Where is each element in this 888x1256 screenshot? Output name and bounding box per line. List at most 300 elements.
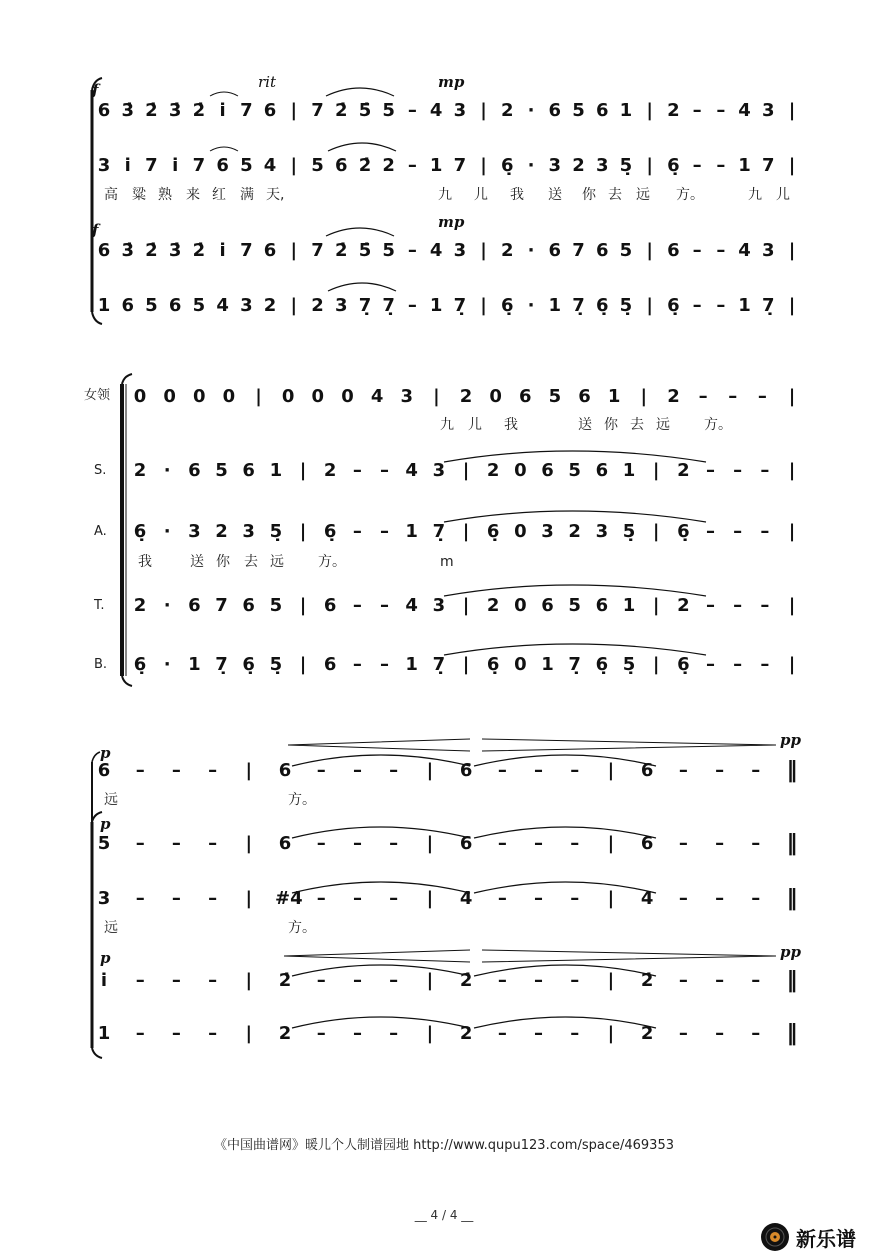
note: 5̣ xyxy=(619,155,633,176)
note: 1 xyxy=(622,595,636,616)
lyric-syllable: 我 xyxy=(138,554,152,570)
note: 4 xyxy=(263,155,277,176)
lyric-syllable: 你 xyxy=(582,187,596,203)
note: · xyxy=(163,654,171,675)
barline: | xyxy=(480,240,487,261)
barline: | xyxy=(462,654,470,675)
lyric-syllable: 远 xyxy=(636,187,650,203)
barline: | xyxy=(788,521,796,542)
note: – xyxy=(171,888,181,909)
lyric-syllable: 天, xyxy=(266,187,285,203)
note: 5 xyxy=(548,386,562,407)
note: 4 xyxy=(216,295,229,316)
note: 5 xyxy=(192,295,206,316)
note: 5̣ xyxy=(269,521,283,542)
note: 6 xyxy=(548,100,562,121)
note: – xyxy=(570,888,580,909)
note: – xyxy=(389,970,399,991)
note: – xyxy=(751,1023,761,1044)
lyric-syllable: 送 xyxy=(578,417,592,433)
note: i xyxy=(100,970,108,991)
note: – xyxy=(352,654,362,675)
lyric-syllable: 儿 xyxy=(468,417,482,433)
note: – xyxy=(171,760,181,781)
barline: | xyxy=(646,295,653,316)
note: 6 xyxy=(188,460,201,481)
note: – xyxy=(316,1023,326,1044)
part-label: S. xyxy=(94,463,107,478)
note: 7̣ xyxy=(568,654,581,675)
note: 2 xyxy=(133,595,147,616)
note: 2 xyxy=(215,521,228,542)
note: 3 xyxy=(188,521,201,542)
barline: | xyxy=(290,100,298,121)
note: 2 xyxy=(667,100,680,121)
lyric-syllable: 去 xyxy=(244,554,258,570)
note: 3 xyxy=(242,521,255,542)
dynamic-mark: mp xyxy=(438,213,465,231)
barline: | xyxy=(462,521,470,542)
note: 7 xyxy=(572,240,585,261)
barline: ‖ xyxy=(786,1021,798,1046)
note: 6̣ xyxy=(677,521,690,542)
note: 3̇ xyxy=(121,100,134,121)
note: 6̣ xyxy=(667,295,680,316)
note: – xyxy=(316,888,326,909)
note: 3 xyxy=(240,295,253,316)
note: – xyxy=(135,833,145,854)
note: 6 xyxy=(188,595,201,616)
note: 5̣ xyxy=(622,654,636,675)
note: – xyxy=(389,833,399,854)
note: 7̣ xyxy=(572,295,585,316)
lyric-syllable: 来 xyxy=(186,187,200,203)
note: 6̣ xyxy=(486,654,500,675)
note: 7̣ xyxy=(432,521,446,542)
note: 6 xyxy=(459,833,473,854)
note: 7 xyxy=(145,155,158,176)
barline: | xyxy=(646,240,653,261)
barline: | xyxy=(480,155,487,176)
lyric-syllable: 你 xyxy=(604,417,618,433)
note: 5̇ xyxy=(358,100,372,121)
note: · xyxy=(527,100,535,121)
note: 1 xyxy=(188,654,201,675)
note: 2̇ xyxy=(145,100,158,121)
note: 5̣ xyxy=(269,654,283,675)
note: 6 xyxy=(216,155,229,176)
note: 0 xyxy=(514,460,527,481)
note: – xyxy=(407,240,417,261)
note: – xyxy=(760,595,770,616)
note: 5̣ xyxy=(619,295,633,316)
vinyl-record-icon xyxy=(760,1222,790,1252)
barline: | xyxy=(290,155,298,176)
note: – xyxy=(715,1023,725,1044)
note: · xyxy=(527,155,535,176)
note: 7̣ xyxy=(382,295,395,316)
note: – xyxy=(757,386,767,407)
note: – xyxy=(208,760,218,781)
note: – xyxy=(751,970,761,991)
note: 4 xyxy=(429,240,443,261)
note: 0 xyxy=(341,386,354,407)
note: 1 xyxy=(429,295,443,316)
barline: | xyxy=(426,760,434,781)
note: – xyxy=(208,970,218,991)
note: 2̇ xyxy=(145,240,158,261)
note: 3 xyxy=(548,155,562,176)
note: 2̇ xyxy=(459,970,473,991)
note: – xyxy=(716,100,726,121)
note: 6 xyxy=(263,240,277,261)
note: 1 xyxy=(607,386,621,407)
barline: | xyxy=(426,833,434,854)
note: 2 xyxy=(677,595,690,616)
note: 2 xyxy=(486,460,500,481)
part-label: T. xyxy=(94,598,105,613)
lyric-syllable: 我 xyxy=(504,417,518,433)
note: – xyxy=(751,760,761,781)
lyric-syllable: 满 xyxy=(240,187,254,203)
note: 2 xyxy=(263,295,277,316)
note: 7 xyxy=(240,100,253,121)
note: 2̇ xyxy=(192,240,206,261)
barline: | xyxy=(299,595,307,616)
lyric-syllable: 我 xyxy=(510,187,524,203)
barline: | xyxy=(652,654,660,675)
note: i xyxy=(124,155,131,176)
note: 6̣ xyxy=(677,654,690,675)
note: 7̣ xyxy=(453,295,467,316)
note: – xyxy=(497,1023,507,1044)
note: 7̣ xyxy=(215,654,228,675)
barline: | xyxy=(788,295,796,316)
tempo-mark: rit xyxy=(258,73,276,91)
note: – xyxy=(352,760,362,781)
note: 6 xyxy=(640,833,654,854)
note: · xyxy=(527,295,535,316)
note: – xyxy=(316,760,326,781)
note: 2̇ xyxy=(358,155,372,176)
note: 3 xyxy=(97,888,111,909)
note: 4 xyxy=(370,386,384,407)
dynamic-mark: f xyxy=(92,81,99,99)
note: – xyxy=(352,595,362,616)
note: 3 xyxy=(541,521,554,542)
dynamic-mark: p xyxy=(100,744,111,762)
barline: | xyxy=(652,595,660,616)
note: 7 xyxy=(311,100,324,121)
barline: | xyxy=(290,295,298,316)
note: – xyxy=(692,295,702,316)
note: – xyxy=(678,888,688,909)
note: 6 xyxy=(263,100,277,121)
note: 5 xyxy=(97,833,111,854)
note: 5 xyxy=(311,155,324,176)
note: 3 xyxy=(400,386,413,407)
note: – xyxy=(497,888,507,909)
note: – xyxy=(706,654,715,675)
barline: ‖ xyxy=(786,831,798,856)
note: 6̣ xyxy=(323,521,337,542)
barline: | xyxy=(433,386,440,407)
note: – xyxy=(733,654,743,675)
note: – xyxy=(698,386,708,407)
note: 6̣ xyxy=(595,295,609,316)
note: 3 xyxy=(595,521,609,542)
barline: | xyxy=(255,386,262,407)
source-footer: 《中国曲谱网》暖儿个人制谱园地 http://www.qupu123.com/space/469353 xyxy=(213,1138,674,1153)
barline: ‖ xyxy=(786,968,798,993)
note: 6 xyxy=(548,240,562,261)
note: 6 xyxy=(121,295,134,316)
note: – xyxy=(678,1023,688,1044)
note: 2 xyxy=(459,386,473,407)
note: 6 xyxy=(595,460,609,481)
note: 0 xyxy=(489,386,502,407)
note: · xyxy=(163,460,171,481)
lyric-syllable: 方。 xyxy=(676,187,704,203)
barline: | xyxy=(646,100,653,121)
note: – xyxy=(171,1023,181,1044)
note: – xyxy=(534,833,544,854)
note: – xyxy=(389,760,399,781)
lyric-syllable: 远 xyxy=(656,417,670,433)
note: 6̣ xyxy=(486,521,500,542)
barline: | xyxy=(652,460,660,481)
dynamic-mark: mp xyxy=(438,73,465,91)
note: – xyxy=(733,595,743,616)
note: – xyxy=(715,970,725,991)
note: – xyxy=(389,888,399,909)
note: 5 xyxy=(145,295,158,316)
lyric-syllable: 方。 xyxy=(288,792,316,808)
note: – xyxy=(760,521,770,542)
barline: | xyxy=(245,1023,253,1044)
lyric-syllable: 熟 xyxy=(158,187,172,203)
dynamic-mark: p xyxy=(100,815,111,833)
barline: | xyxy=(607,970,615,991)
note: – xyxy=(352,460,362,481)
lyric-syllable: 远 xyxy=(104,792,118,808)
note: – xyxy=(692,240,702,261)
note: 7 xyxy=(762,155,775,176)
barline: | xyxy=(245,833,253,854)
note: 5 xyxy=(568,460,581,481)
lyric-syllable: 方。 xyxy=(318,554,346,570)
note: 6̣ xyxy=(133,521,147,542)
note: 2 xyxy=(501,100,514,121)
lyric-syllable: 送 xyxy=(548,187,562,203)
note: 2 xyxy=(572,155,585,176)
note: 0 xyxy=(222,386,236,407)
note: 5 xyxy=(568,595,581,616)
note: 1 xyxy=(97,295,111,316)
note: #4 xyxy=(275,888,303,909)
barline: | xyxy=(426,970,434,991)
note: 0 xyxy=(514,521,527,542)
note: – xyxy=(706,521,715,542)
note: – xyxy=(678,760,688,781)
note: 5 xyxy=(215,460,228,481)
barline: | xyxy=(788,386,796,407)
note: 5 xyxy=(619,240,633,261)
note: – xyxy=(678,833,688,854)
barline: | xyxy=(245,760,253,781)
note: 6 xyxy=(519,386,532,407)
note: 6 xyxy=(541,460,554,481)
note: 0 xyxy=(133,386,147,407)
note: i xyxy=(219,100,226,121)
note: 4 xyxy=(405,595,418,616)
note: – xyxy=(534,1023,544,1044)
note: – xyxy=(715,888,725,909)
lyric-syllable: 九 xyxy=(748,187,762,203)
barline: | xyxy=(646,155,653,176)
note: 3̇ xyxy=(168,240,182,261)
note: 7̣ xyxy=(358,295,372,316)
note: – xyxy=(407,295,417,316)
note: 7 xyxy=(192,155,206,176)
note: 3 xyxy=(595,155,609,176)
barline: | xyxy=(788,240,796,261)
note: – xyxy=(534,888,544,909)
note: 5 xyxy=(382,240,395,261)
note: 6 xyxy=(578,386,591,407)
note: – xyxy=(570,760,580,781)
note: 0 xyxy=(163,386,176,407)
note: – xyxy=(497,970,507,991)
note: – xyxy=(716,155,726,176)
note: – xyxy=(678,970,688,991)
note: – xyxy=(733,460,743,481)
note: 4 xyxy=(738,100,751,121)
note: 1 xyxy=(622,460,636,481)
barline: | xyxy=(245,888,253,909)
note: 5̇ xyxy=(358,240,372,261)
note: – xyxy=(733,521,743,542)
note: 3 xyxy=(334,295,348,316)
note: 3 xyxy=(762,240,775,261)
note: 2 xyxy=(486,595,500,616)
note: – xyxy=(316,970,326,991)
note: 3 xyxy=(453,240,467,261)
note: 6 xyxy=(323,595,337,616)
note: – xyxy=(534,970,544,991)
note: 6 xyxy=(278,760,292,781)
note: – xyxy=(692,100,702,121)
lyric-syllable: 高 xyxy=(104,187,118,203)
note: – xyxy=(706,460,715,481)
note: 2 xyxy=(501,240,514,261)
note: 6 xyxy=(595,240,609,261)
note: 6̣ xyxy=(595,654,609,675)
lyric-syllable: 九 xyxy=(438,187,452,203)
lyric-syllable: 送 xyxy=(190,554,204,570)
note: – xyxy=(715,833,725,854)
note: 6 xyxy=(242,460,255,481)
note: 3 xyxy=(432,460,446,481)
note: 6 xyxy=(667,240,680,261)
note: 6̣ xyxy=(667,155,680,176)
note: – xyxy=(352,970,362,991)
barline: | xyxy=(480,295,487,316)
note: 7 xyxy=(240,240,253,261)
lyric-syllable: m xyxy=(440,554,454,570)
lyric-syllable: 远 xyxy=(104,920,118,936)
note: 3 xyxy=(97,155,111,176)
note: – xyxy=(534,760,544,781)
lyric-syllable: 九 xyxy=(440,417,454,433)
note: 3̇ xyxy=(121,240,134,261)
note: – xyxy=(760,460,770,481)
note: 6 xyxy=(242,595,255,616)
lyric-syllable: 粱 xyxy=(132,187,146,203)
note: 6 xyxy=(323,654,337,675)
lyric-syllable: 去 xyxy=(630,417,644,433)
note: – xyxy=(570,1023,580,1044)
note: 2 xyxy=(278,1023,292,1044)
note: – xyxy=(171,833,181,854)
barline: | xyxy=(426,888,434,909)
note: 2 xyxy=(311,295,324,316)
note: · xyxy=(163,595,171,616)
note: 5 xyxy=(572,100,585,121)
note: 6 xyxy=(459,760,473,781)
note: 0 xyxy=(311,386,325,407)
note: 6 xyxy=(97,240,111,261)
note: 5 xyxy=(269,595,283,616)
note: i xyxy=(172,155,179,176)
note: – xyxy=(716,295,726,316)
note: 1 xyxy=(405,521,418,542)
note: 1 xyxy=(405,654,418,675)
barline: | xyxy=(245,970,253,991)
note: 2 xyxy=(459,1023,473,1044)
barline: | xyxy=(652,521,660,542)
note: 6̣ xyxy=(501,295,514,316)
note: 7 xyxy=(311,240,324,261)
barline: | xyxy=(607,833,615,854)
note: 1 xyxy=(738,295,751,316)
barline: | xyxy=(788,654,796,675)
part-label: 女领 xyxy=(84,388,111,403)
barline: | xyxy=(607,1023,615,1044)
note: 7̣ xyxy=(762,295,775,316)
note: 2 xyxy=(133,460,147,481)
note: 3̇ xyxy=(168,100,182,121)
note: 6̣ xyxy=(242,654,255,675)
barline: | xyxy=(299,460,307,481)
note: – xyxy=(706,595,715,616)
note: – xyxy=(692,155,702,176)
barline: | xyxy=(788,100,796,121)
lyric-syllable: 儿 xyxy=(776,187,790,203)
note: 2 xyxy=(640,1023,654,1044)
note: 6 xyxy=(595,595,609,616)
note: – xyxy=(135,760,145,781)
note: – xyxy=(135,888,145,909)
dynamic-mark: f xyxy=(92,221,99,239)
note: – xyxy=(380,460,389,481)
note: – xyxy=(497,760,507,781)
note: 1 xyxy=(541,654,554,675)
note: 4 xyxy=(405,460,418,481)
lyric-syllable: 远 xyxy=(270,554,284,570)
note: – xyxy=(760,654,770,675)
brand-logo xyxy=(760,1222,856,1252)
